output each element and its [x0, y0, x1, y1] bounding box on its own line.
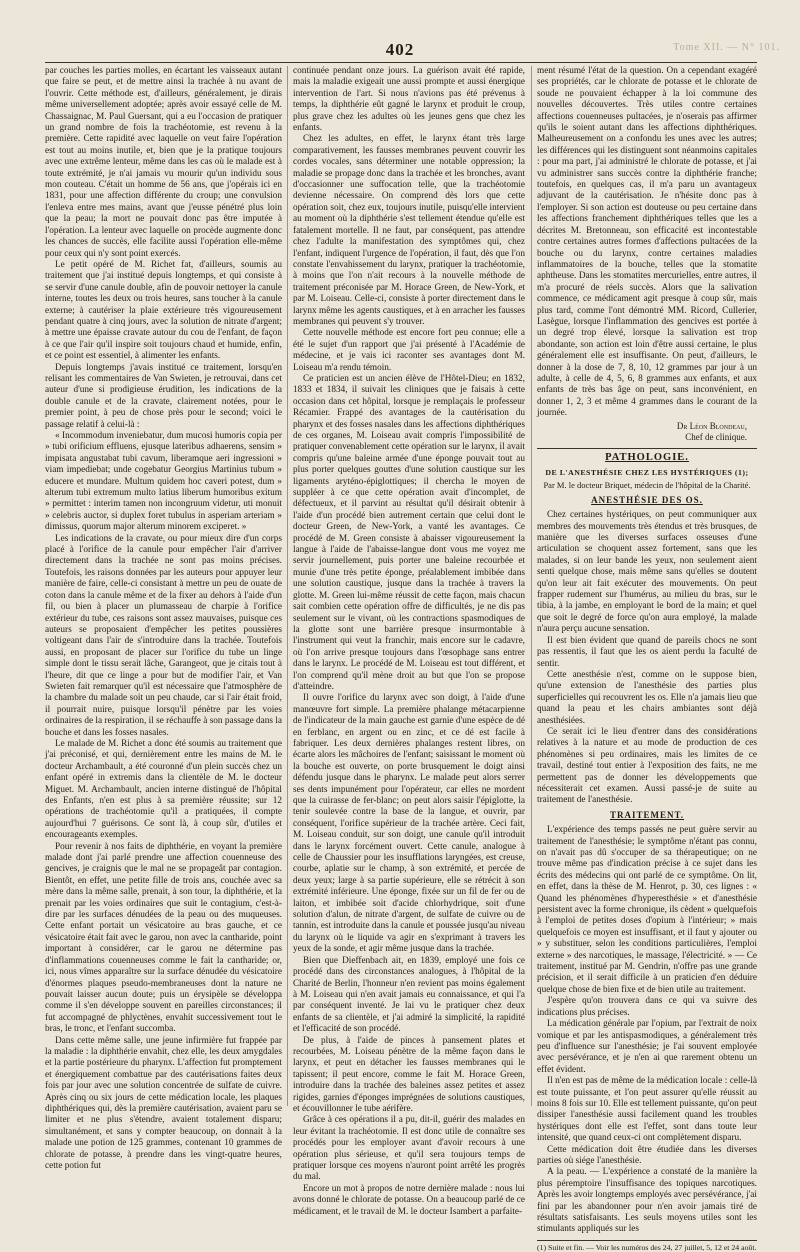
- paragraph: Le petit opéré de M. Richet fat, d'ailleurs, soumis au traitement que j'ai institué depuis longtemps, et qui consiste à se servir d'une canule double, afin de pouvoir nettoyer la canule interne, toutes les deux ou trois heures, sans toucher à la canule externe; à cautériser la plaie extérieure très vigoureusement pendant quatre à cinq jours, avec la solution de nitrate d'argent; à mettre une épaisse cravate autour du cou de l'enfant, de façon à ce que l'air qu'il inspire soit toujours chaud et humide, enfin, et ce point est essentiel, à alimenter les enfants.: [45, 259, 282, 362]
- paragraph: Ce praticien est un ancien élève de l'Hôtel-Dieu; en 1832, 1833 et 1834, il suivait les cliniques que je faisais à cette occasion dans cet hôpital, lorsque je remplaçais le professeur Récamier. Frappé des avantages de la cautérisation du pharynx et des fosses nasales dans les affections diphthériques de ces organes, M. Loiseau avait compris l'impossibilité de pratiquer convenablement cette opération sur le larynx, il avait compris qu'une baleine armée d'une éponge pouvait tout au plus porter quelques gouttes d'une solution caustique sur les ligaments aryténo-épiglottiques; il chercha le moyen de suppléer à ce que cette opération avait d'incomplet, de défectueux, et il parvint au résultat qu'il désirait obtenir à l'aide d'un procédé bien autrement certain que celui dont le docteur Green, de New-York, a vanté les avantages. Ce procédé de M. Green consiste à abaisser vigoureusement la langue à l'aide de l'abaisse-langue dont vous me voyez me servir journellement, puis porter une baleine recourbée et munie d'une très petite éponge, préalablement imbibée dans une solution caustique, jusque dans la trachée à travers la glotte. M. Green lui-même réussit de cette façon, mais chacun sait combien cette opération offre de difficultés, je ne dis pas seulement sur le vivant, où les contractions spasmodiques de la glotte sont une barrière presque insurmontable à l'instrument qui veut la franchir, mais encore sur le cadavre, où l'on arrive presque toujours dans l'œsophage sans entrer dans le larynx. Le procédé de M. Loiseau est tout différent, et l'on comprend qu'il mène droit au but que l'on se propose d'atteindre.: [293, 373, 525, 692]
- signature-name: Dr Léon Blondeau,: [676, 420, 747, 431]
- column-2: [293, 66, 525, 1217]
- byline: Par M. le docteur Briquet, médecin de l'hôpital de la Charité.: [543, 480, 751, 491]
- paragraph: Encore un mot à propos de notre dernière malade : nous lui avons donné le chlorate de potasse. On a beaucoup parlé de ce médicament, et le travail de M. le docteur Isambert a parfaite-: [293, 1183, 525, 1217]
- paragraph: Il n'en est pas de même de la médication locale : celle-là est toute puissante, et l'on peut assurer qu'elle réussit au moins 8 fois sur 10. Elle est tellement puissante, qu'on peut dissiper l'anesthésie aussi facilement quand les troubles hystériques dont elle est l'effet, sont dans toute leur intensité, que quand ceux-ci ont complètement disparu.: [537, 1076, 757, 1144]
- column-divider: [531, 66, 532, 1106]
- latin-quote: « Incommodum inveniebatur, dum mucosi humoris copia per » tubi orificium effluens, ejusque lateribus adhaerens, sensim » impisata angustabat tubi cavum, liberamque aeri ingressioni » viam impediebat; unde cogebatur Georgius Martinius tubum » educere et mundare. Multum quidem hoc caveri potest, dum » alterum tubi extremum multo latius liberum humoribus exitum » permittet : interim tamen non incongruum videtur, uti monuit » celebris auctor, si duplex foret tubulus in asperiam arteriam » dimissus, quorum major alterum minorem exciperet. »: [45, 431, 282, 533]
- column-1: [45, 66, 282, 1171]
- page-number: 402: [385, 40, 415, 59]
- paragraph: La médication générale par l'opium, par l'extrait de noix vomique et par les antispasmodiques, a généralement très peu d'influence sur l'anesthésie; je l'ai souvent employée avec persévérance, et je n'en ai que rarement obtenu un effet évident.: [537, 1019, 757, 1075]
- paragraph: Il est bien évident que quand de pareils chocs ne sont pas ressentis, il faut que les os aient perdu la faculté de sentir.: [537, 635, 757, 669]
- paragraph: Cette nouvelle méthode est encore fort peu connue; elle a été le sujet d'un rapport que j'ai présenté à l'Académie de médecine, et je vais ici raconter ses avantages dont M. Loiseau m'a rendu témoin.: [293, 328, 525, 373]
- paragraph: Pour revenir à nos faits de diphthérie, en voyant la première malade dont j'ai parlé prendre une affection couenneuse des gencives, je craignis que le mal ne se propageât par contagion. Bientôt, en effet, une petite fille de trois ans, couchée avec sa mère dans la même salle, prenait, à son tour, la diphthérie, et la prenait par les voies ordinaires que suit le contagium, c'est-à-dire par les surfaces dénudées de la peau ou des muqueuses. Cette enfant portait un vésicatoire au bras gauche, et ce vésicatoire était fait avec le garou, non avec la cantharide, point important à considérer, car le garou ne détermine pas d'inflammations couenneuses comme le fait la cantharide; or, ici, nous vîmes apparaître sur la surface dénudée du vésicatoire d'énormes plaques pseudo-membraneuses dont la nature ne pouvait laisser aucun doute; puis un érysipèle se développa comme il s'en développe souvent en pareilles circonstances; il fut accompagné de phlyctènes, envahit successivement tout le bras, le tronc, et l'enfant succomba.: [45, 841, 282, 1035]
- paragraph: Bien que Dieffenbach ait, en 1839, employé une fois ce procédé dans des circonstances analogues, à l'hôpital de la Charité de Berlin, l'honneur n'en revient pas moins également à M. Loiseau qui n'en avait jamais eu connaissance, et qui l'a par conséquent inventé. Je lai vu le pratiquer chez deux enfants de sa clientèle, et j'ai admiré la simplicité, la rapidité et l'efficacité de son procédé.: [293, 955, 525, 1035]
- paragraph: Chez certaines hystériques, on peut communiquer aux membres des mouvements très étendus et très brusques, de manière que les diverses surfaces osseuses d'une articulation se choquent assez fortement, sans que les malades, si on leur bande les yeux, non seulement aient senti quelque chose, mais même sans qu'elles se doutent qu'on leur ait fait exécuter des mouvements. On peut frapper rudement sur l'humérus, au milieu du bras, sur le tibia, à la jambe, en employant le bord de la main; et quel que soit le degré de force qu'on aura employé, la malade n'aura perçu aucune sensation.: [537, 510, 757, 635]
- column-divider: [287, 66, 288, 1106]
- paragraph: Ce serait ici le lieu d'entrer dans des considérations relatives à la nature et au mode de production de ces phénomènes si peu ordinaires, mais les limites de ce travail, destiné tout entier à l'exposition des faits, ne me permettent pas de donner les développements que nécessiterait cet examen. Aussi passé-je de suite au traitement de l'anesthésie.: [537, 726, 757, 806]
- paragraph: Chez les adultes, en effet, le larynx étant très large comparativement, les fausses membranes peuvent couvrir les cordes vocales, sans déterminer une notable oppression; la maladie se propage donc dans la trachée et les bronches, avant d'occasionner une suffocation telle, que la trachéotomie devienne nécessaire. On comprend dès lors que cette opération soit, chez eux, toujours inutile, puisqu'elle intervient au moment où la diphthérie s'est tellement étendue qu'elle est fatalement mortelle. Il ne faut, par conséquent, pas attendre chez l'adulte la manifestation des symptômes qui, chez l'enfant, indiquent l'urgence de l'opération, il faut, dès que l'on constate l'envahissement du larynx, pratiquer la trachéotomie, à moins que l'on n'ait recours à la nouvelle méthode de traitement préconisée par M. Horace Green, de New-York, et par M. Loiseau. Celle-ci, consiste à porter directement dans le larynx même les agents caustiques, et à en arracher les fausses membranes qui peuvent s'y trouver.: [293, 134, 525, 327]
- paragraph: par couches les parties molles, en écartant les vaisseaux autant que faire se peut, et de mettre ainsi la trachée à nu avant de l'ouvrir. Cette méthode est, d'ailleurs, généralement, je dirais même universellement adoptée; après avoir essayé celle de M. Chassaignac, M. Paul Guersant, qui a eu l'occasion de pratiquer un grand nombre de fois la trachéotomie, est revenu à la première. Cette rapidité avec laquelle on veut faire l'opération est tout au moins inutile, et, bien que je la pratique toujours avec une extrême lenteur, même dans les cas où le malade est à toute extrémité, je n'ai jamais vu mourir qu'un individu sous mon couteau. C'était un homme de 56 ans, que j'opérais ici en 1831, pour une affection différente du croup; une convulsion l'enleva entre mes mains, avant que j'eusse pénétré plus loin que la peau; la mort ne pouvait donc pas être imputée à l'opération. La lenteur avec laquelle on procède augmente donc les chances de succès, elle facilite aussi l'opération elle-même pour ceux qui n'y sont point exercés.: [45, 66, 282, 259]
- paragraph: Depuis longtemps j'avais institué ce traitement, lorsqu'en relisant les commentaires de Van Swieten, je retrouvai, dans cet auteur d'une si prodigieuse érudition, les indications de la double canule et de la cravate, clairement notées, pour le premier point, à peu de chose près pour le second; voici le passage relatif à celui-là :: [45, 362, 282, 430]
- paragraph: Il ouvre l'orifice du larynx avec son doigt, à l'aide d'une manœuvre fort simple. La première phalange métacarpienne de l'indicateur de la main gauche est garnie d'une espèce de dé en ferblanc, en argent ou en zinc, et ce dé est facile à fabriquer. Les deux dernières phalanges restent libres, on écarte alors les mâchoires de l'enfant; saisissant le moment où la bouche est ouverte, on porte brusquement le doigt ainsi défendu jusque dans le pharynx. Le malade peut alors serrer ses dents impunément pour l'opérateur, car elles ne mordent que la cuirasse de fer-blanc; on peut alors saisir l'épiglotte, la tenir soulevée contre la base de la langue, et ouvrir, par conséquent, l'orifice supérieur de la trachée artère. Ceci fait, M. Loiseau conduit, sur son doigt, une canule qu'il introduit dans le larynx forcément ouvert. Cette canule, analogue à celle de Chaussier pour les insufflations laryngées, est creuse, courbe, aplatie sur le champ, à son extrémité, et percée de deux yeux; large à sa partie supérieure, elle se rétrécit à son extrémité inférieure. Une éponge, fixée sur un fil de fer ou de laiton, et imbibée soit d'acide chlorhydrique, soit d'une solution d'alun, de nitrate d'argent, de sulfate de cuivre ou de tannin, est introduite dans la canule et poussée jusqu'au niveau du larynx où le liquide va agir en s'exprimant à travers les yeux de la sonde, et agir même jusque dans la trachée.: [293, 693, 525, 955]
- footnote-rule: [537, 1240, 757, 1241]
- top-rule: [45, 62, 757, 63]
- header-bleed-through: Tome XII. — N° 101.: [673, 42, 780, 53]
- signature-role: Chef de clinique.: [685, 431, 747, 442]
- paragraph: Grâce à ces opérations il a pu, dit-il, guérir des malades en leur évitant la trachéotomie. Il est donc utile de connaître ses procédés pour les employer avant d'avoir recours à une opération plus sérieuse, et qu'il sera toujours temps de pratiquer lorsque ces moyens n'auront point arrêté les progrès du mal.: [293, 1115, 525, 1183]
- paragraph: Cette anesthésie n'est, comme on le suppose bien, qu'une extension de l'anesthésie des parties plus superficielles qui recouvrent les os. Elle n'a jamais lieu que quand la peau et les chairs ambiantes sont déjà anesthésiées.: [537, 669, 757, 726]
- column-3: [537, 66, 757, 1252]
- paragraph: Cette médication doit être étudiée dans les diverses parties où siége l'anesthésie.: [537, 1144, 757, 1166]
- paragraph: Dans cette même salle, une jeune infirmière fut frappée par la maladie : la diphthérie envahit, chez elle, les deux amygdales et la partie postérieure du pharynx. L'affection fut promptement et énergiquement combattue par des cautérisations faites deux fois par jour avec une solution concentrée de sulfate de cuivre. Après cinq ou six jours de cette médication locale, les plaques diphthériques qui, dès la première cautérisation, avaient paru se limiter et ne plus s'étendre, avaient totalement disparu; simultanément, et sans y compter beaucoup, on donnait à la malade une potion de 125 grammes, contenant 10 grammes de chlorate de potasse, à prendre dans les vingt-quatre heures, cette potion fut: [45, 1035, 282, 1171]
- paragraph: Les indications de la cravate, ou pour mieux dire d'un corps placé à l'orifice de la canule pour empêcher l'air d'arriver directement dans la trachée ne sont pas moins précises. Toutefois, les raisons données par les auteurs pour appuyer leur manière de faire, celle-ci consistant à mettre un peu de ouate de coton dans la canule même et de la fixer au dehors à l'aide d'un fil, ou bien à placer un plumasseau de charpie à l'orifice extérieur du tube, ces raisons sont assez mauvaises, puisque ces auteurs se proposaient d'empêcher les petites poussières voltigeant dans l'air de s'introduire dans la trachée. Toutefois aussi, en proposant de placer sur l'orifice du tube un linge simple dont le tissu serait lâche, Garangeot, que je citais tout à l'heure, dit que ce linge a pour but de modifier l'air, et Van Swieten fait remarquer qu'il est nécessaire que l'atmosphère de la chambre du malade soit un peu chaude, car si l'air était froid, il pourrait nuire, puisque lorsqu'il pénètre par les voies ordinaires de la respiration, il se réchauffe à son passage dans la bouche et dans les fosses nasales.: [45, 533, 282, 738]
- section-title: PATHOLOGIE.: [605, 451, 689, 463]
- subheading: TRAITEMENT.: [609, 809, 685, 820]
- paragraph: L'expérience des temps passés ne peut guère servir au traitement de l'anesthésie; le symptôme n'étant pas connu, on n'avait pas dû s'occuper de sa thérapeutique; on ne trouve même pas d'indication précise à ce sujet dans les écrits des médecins qui ont parlé de ce symptôme. On lit, en effet, dans la thèse de M. Henrot, p. 30, ces lignes : « Quand les phénomènes d'hyperesthésie » et d'anesthésie persistent avec la forme chronique, ils cèdent » quelquefois à l'emploi de petites doses d'opium à l'intérieur; » mais quelquefois ce moyen est insuffisant, et il faut y ajouter ou » y substituer, selon les conditions particulières, l'emploi externe » des narcotiques, le massage, l'électricité. » — Ce traitement, institué par M. Gendrin, n'offre pas une grande précision, et il serait difficile à un praticien d'en déduire quelque chose de bien fixe et de bien utile au traitement.: [537, 825, 757, 995]
- article-title: DE L'ANESTHÉSIE CHEZ LES HYSTÉRIQUES (1);: [545, 468, 749, 477]
- subheading: ANESTHÉSIE DES OS.: [591, 494, 703, 505]
- section-rule: [537, 448, 757, 449]
- paragraph: De plus, à l'aide de pinces à pansement plates et recourbées, M. Loiseau pénètre de la même façon dans le larynx, et peut en détacher les fausses membranes qui le tapissent; il peut encore, comme le fait M. Horace Green, introduire dans la trachée des baleines assez petites et assez rigides, garnies d'éponges imprégnées de solutions caustiques, et écouvillonner le tube aérifère.: [293, 1035, 525, 1114]
- footnote: (1) Suite et fin. — Voir les numéros des 24, 27 juillet, 5, 12 et 24 août.: [537, 1242, 757, 1252]
- paragraph: ment résumé l'état de la question. On a cependant exagéré ses propriétés, car le chlorate de potasse et le chlorate de soude ne pouvaient échapper à la loi commune des nouvelles découvertes. Très utiles contre certaines affections couenneuses pultacées, je n'oserais pas affirmer qu'ils le soient autant dans les affections diphthériques. Malheureusement on a confondu les unes avec les autres; les différences qui les distinguent sont néanmoins capitales : pour ma part, j'ai administré le chlorate de potasse, et j'ai vu administrer sans succès contre la diphthérie franche; toutefois, en quelques cas, il m'a paru un avantageux adjuvant de la cautérisation. Je n'hésite donc pas à l'employer. Si son action est douteuse ou peu certaine dans les affections franchement diphthériques telles que les a décrites M. Bretonneau, son efficacité est incontestable contre certaines autres formes d'affections pultacées de la bouche ou du larynx, contre certaines maladies inflammatoires de la bouche, telles que la stomatite aphtheuse. Dans les stomatites mercurielles, entre autres, il m'a procuré de réels succès. Alors que la salivation commence, ce médicament agit presque à coup sûr, mais plus tard, comme l'ont démontré MM. Ricord, Cullerier, Lasègue, lorsque l'inflammation des gencives est portée à un degré trop élevé, lorsque la salivation est trop abondante, son action est loin d'être aussi certaine, le plus généralement elle est insuffisante. On peut, d'ailleurs, le donner à la dose de 7, 8, 10, 12 grammes par jour à un adulte, à celle de 4, 5, 6, 8 grammes aux enfants, et aux enfants de très bas âge on peut, sans inconvénient, en donner 1, 2, 3 et même 4 grammes dans le courant de la journée.: [537, 66, 757, 419]
- signature: [537, 421, 757, 443]
- paragraph: J'espère qu'on trouvera dans ce qui va suivre des indications plus précises.: [537, 996, 757, 1018]
- paragraph: A la peau. — L'expérience a constaté de la manière la plus péremptoire l'insuffisance des topiques narcotiques. Après les avoir longtemps employés avec persévérance, j'ai fini par les abandonner pour n'en avoir jamais tiré de résultats satisfaisants. Les seuls moyens utiles sont les stimulants appliqués sur les: [537, 1167, 757, 1235]
- paragraph: continuée pendant onze jours. La guérison avait été rapide, mais la maladie exigeait une aussi prompte et aussi énergique intervention de l'art. Si nous n'avions pas été prévenus à temps, la diphthérie eût gagné le larynx et produit le croup, plus grave chez les adultes où les jeunes gens que chez les enfants.: [293, 66, 525, 134]
- paragraph: Le malade de M. Richet a donc été soumis au traitement que j'ai préconisé, et qui, dernièrement entre les mains de M. le docteur Archambault, a été couronné d'un plein succès chez un enfant opéré in extremis dans la clientèle de M. le docteur Miguet. M. Archambault, ancien interne distingué de l'hôpital des Enfants, n'en est plus à sa première réussite; sur 12 opérations de trachéotomie qu'il a pratiquées, il compte aujourd'hui 7 guérisons. Ce sont là, à coup sûr, d'utiles et encourageants exemples.: [45, 738, 282, 841]
